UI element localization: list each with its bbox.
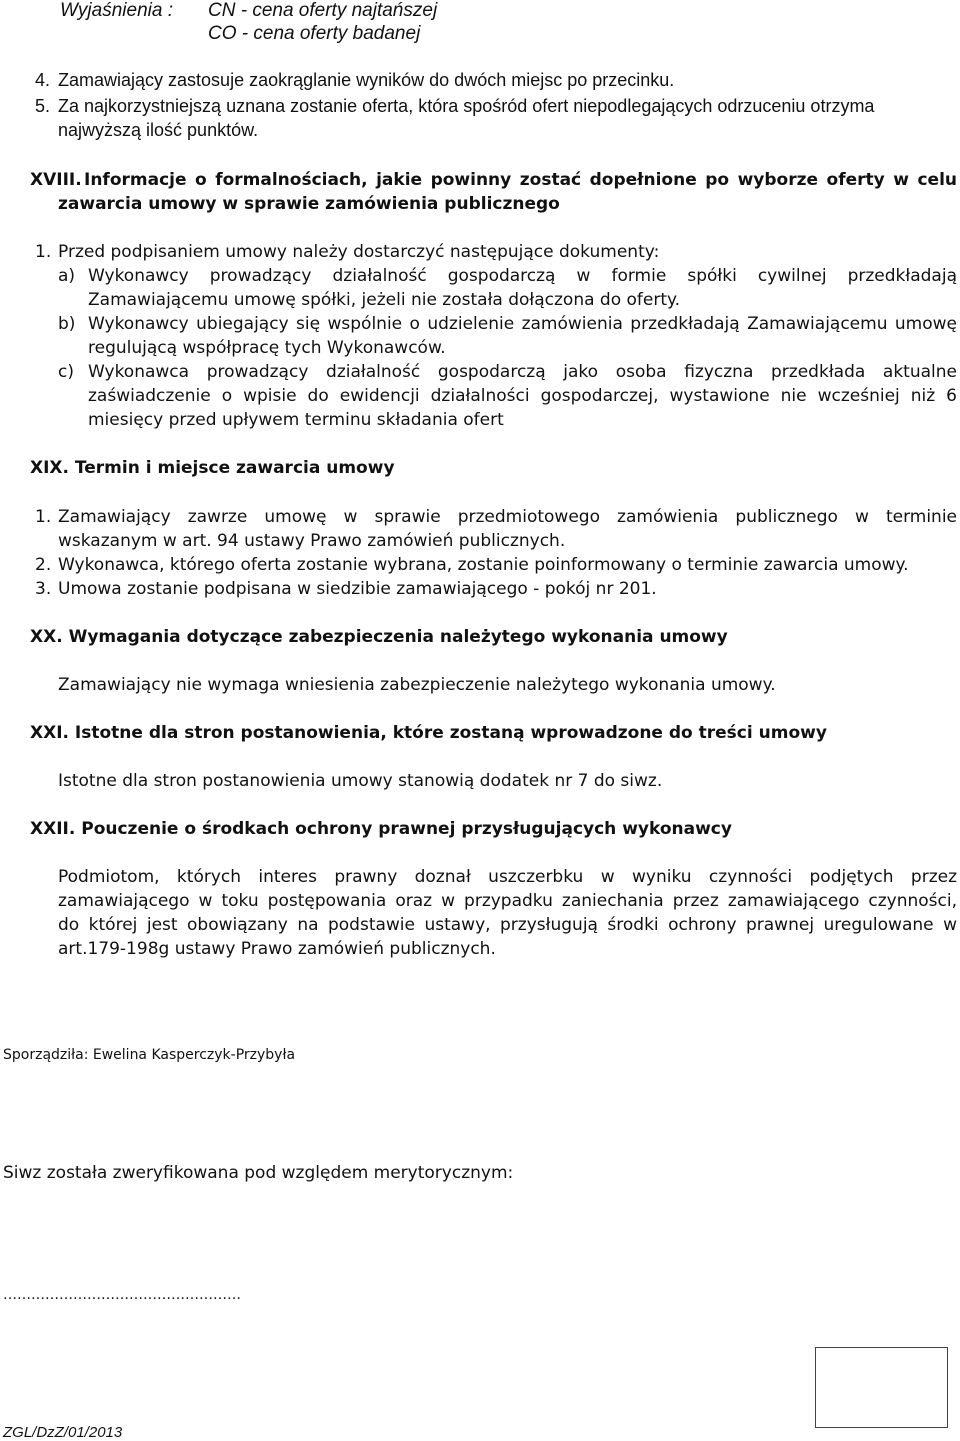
xix-item1-line1: Zamawiający zawrze umowę w sprawie przedmiotowego zamówienia publicznego w terminie — [58, 507, 957, 527]
xviii-item1-text: Przed podpisaniem umowy należy dostarczyć następujące dokumenty: — [58, 242, 660, 262]
section-xviii-title-line1: Informacje o formalnościach, jakie powinny zostać dopełnione po wyborze oferty w celu — [84, 170, 957, 190]
xviii-item1-number: 1. — [35, 242, 52, 262]
point-4-text: Zamawiający zastosuje zaokrąglanie wyników do dwóch miejsc po przecinku. — [58, 70, 675, 90]
section-xxii-line2: zamawiającego w toku postępowania oraz w przypadku zaniechania przez zamawiającego czynności, — [58, 891, 957, 911]
section-xx-text: Zamawiający nie wymaga wniesienia zabezpieczenie należytego wykonania umowy. — [58, 675, 776, 695]
xviii-b-line1: Wykonawcy ubiegający się wspólnie o udzielenie zamówienia przedkładają Zamawiającemu umowę — [88, 314, 957, 334]
point-4-number: 4. — [35, 70, 51, 90]
xix-item3-text: Umowa zostanie podpisana w siedzibie zamawiającego - pokój nr 201. — [58, 579, 657, 599]
stamp-box — [815, 1347, 948, 1428]
legend-co: CO - cena oferty badanej — [208, 23, 421, 44]
xix-item3-number: 3. — [35, 579, 52, 599]
section-xxi-text: Istotne dla stron postanowienia umowy stanowią dodatek nr 7 do siwz. — [58, 771, 663, 791]
section-xviii-number: XVIII. — [30, 170, 82, 190]
xviii-c-line3: miesięcy przed upływem terminu składania ofert — [88, 410, 504, 430]
point-5-text-line2: najwyższą ilość punktów. — [58, 120, 259, 140]
xviii-a-label: a) — [58, 266, 76, 286]
prepared-by-label: Sporządziła: — [3, 1047, 89, 1063]
xviii-c-line2: zaświadczenie o wpisie do ewidencji działalności gospodarczej, wystawione nie wcześniej niż 6 — [88, 386, 957, 406]
point-5-number: 5. — [35, 96, 51, 116]
xviii-c-line1: Wykonawca prowadzący działalność gospodarczą jako osoba fizyczna przedkłada aktualne — [88, 362, 957, 382]
section-xxii-line3: do której jest obowiązany na podstawie ustawy, przysługują środki ochrony prawnej uregulowane w — [58, 915, 957, 935]
xix-item2-number: 2. — [35, 555, 52, 575]
xix-item2-text: Wykonawca, którego oferta zostanie wybrana, zostanie poinformowany o terminie zawarcia umowy. — [58, 555, 909, 575]
prepared-by-name: Ewelina Kasperczyk-Przybyła — [92, 1047, 296, 1063]
xix-item1-number: 1. — [35, 507, 52, 527]
section-xxii-line1: Podmiotom, których interes prawny doznał uszczerbku w wyniku czynności podjętych przez — [58, 867, 957, 887]
section-xxii-line4: art.179-198g ustawy Prawo zamówień publicznych. — [58, 939, 496, 959]
xviii-a-line2: Zamawiającemu umowę spółki, jeżeli nie została dołączona do oferty. — [88, 290, 681, 310]
xviii-b-line2: regulującą współpracę tych Wykonawców. — [88, 338, 446, 358]
legend-cn: CN - cena oferty najtańszej — [208, 0, 438, 21]
section-xxii-title: XXII. Pouczenie o środkach ochrony prawnej przysługujących wykonawcy — [30, 819, 732, 839]
section-xix-title: XIX. Termin i miejsce zawarcia umowy — [30, 458, 395, 478]
point-5-text-line1: Za najkorzystniejszą uznana zostanie oferta, która spośród ofert niepodlegających odrzuceniu otrzyma — [58, 96, 875, 116]
xix-item1-line2: wskazanym w art. 94 ustawy Prawo zamówień publicznych. — [58, 531, 566, 551]
xviii-c-label: c) — [58, 362, 74, 382]
section-xxi-title: XXI. Istotne dla stron postanowienia, które zostaną wprowadzone do treści umowy — [30, 723, 827, 743]
footer-reference: ZGL/DzZ/01/2013 — [3, 1424, 123, 1441]
xviii-a-line1: Wykonawcy prowadzący działalność gospodarczą w formie spółki cywilnej przedkładają — [88, 266, 957, 286]
section-xx-title: XX. Wymagania dotyczące zabezpieczenia należytego wykonania umowy — [30, 627, 728, 647]
legend-label: Wyjaśnienia : — [60, 0, 173, 21]
signature-line: …………………………………………… — [3, 1287, 241, 1303]
xviii-b-label: b) — [58, 314, 76, 334]
section-xviii-title-line2: zawarcia umowy w sprawie zamówienia publicznego — [58, 194, 560, 214]
verification-statement: Siwz została zweryfikowana pod względem merytorycznym: — [3, 1163, 514, 1183]
prepared-by — [3, 1043, 295, 1067]
